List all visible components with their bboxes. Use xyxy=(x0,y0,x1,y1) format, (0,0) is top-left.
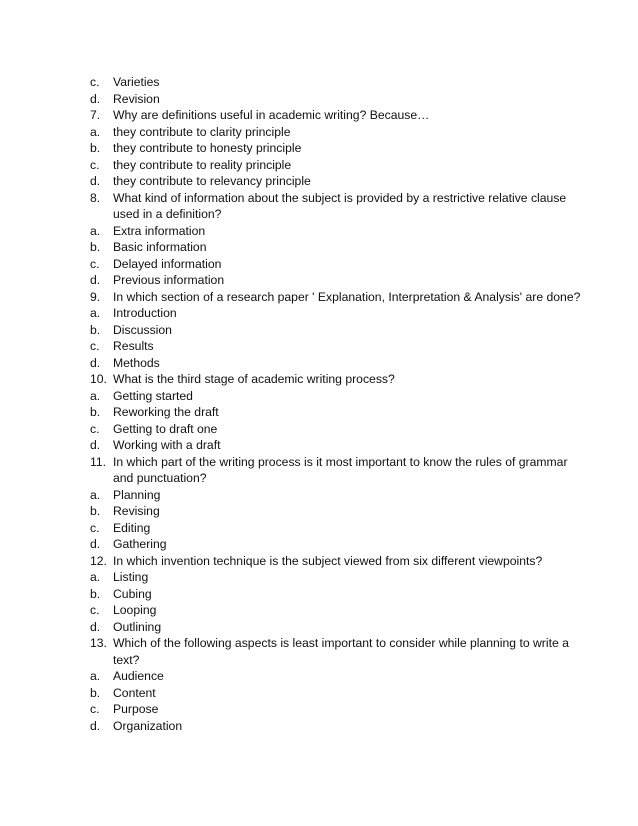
list-line xyxy=(90,355,570,372)
line-text: What is the third stage of academic writing process? xyxy=(113,372,395,386)
list-line xyxy=(90,305,570,322)
list-line xyxy=(90,371,570,388)
list-line-continuation xyxy=(90,652,570,669)
line-text: Extra information xyxy=(113,223,206,238)
list-line-continuation xyxy=(90,470,570,487)
line-text: Varieties xyxy=(113,75,160,89)
list-line xyxy=(90,487,570,504)
line-text: Planning xyxy=(113,487,161,502)
line-text: In which section of a research paper ' Explanation, Interpretation & Analysis' are done? xyxy=(113,289,581,304)
line-marker: d. xyxy=(90,355,101,370)
list-line-continuation xyxy=(90,206,570,223)
line-marker: c. xyxy=(90,339,100,353)
line-marker: d. xyxy=(90,619,101,634)
list-line xyxy=(90,635,570,652)
line-text: Results xyxy=(113,339,154,353)
list-line xyxy=(90,91,570,108)
line-marker: b. xyxy=(90,586,101,601)
line-text: and punctuation? xyxy=(113,471,207,485)
list-line xyxy=(90,190,570,207)
line-marker: d. xyxy=(90,273,101,287)
line-text: Why are definitions useful in academic writing? Because… xyxy=(113,108,430,122)
list-line xyxy=(90,718,570,735)
line-text: Delayed information xyxy=(113,256,222,271)
line-text: Listing xyxy=(113,570,149,584)
line-marker: c. xyxy=(90,603,100,617)
line-text: they contribute to relevancy principle xyxy=(113,174,311,188)
list-line xyxy=(90,338,570,355)
line-text: Content xyxy=(113,685,156,700)
line-marker: 11. xyxy=(90,454,107,469)
list-line xyxy=(90,223,570,240)
list-line xyxy=(90,619,570,636)
line-marker: c. xyxy=(90,256,100,271)
list-line xyxy=(90,520,570,537)
line-marker: 13. xyxy=(90,636,107,650)
line-marker: b. xyxy=(90,685,101,700)
line-text: Methods xyxy=(113,355,160,370)
list-line xyxy=(90,157,570,174)
list-line xyxy=(90,388,570,405)
question-list xyxy=(90,74,581,734)
list-line xyxy=(90,685,570,702)
line-text: they contribute to reality principle xyxy=(113,157,292,172)
list-line xyxy=(90,173,570,190)
line-marker: c. xyxy=(90,520,100,535)
line-marker: b. xyxy=(90,322,101,337)
line-text: Looping xyxy=(113,603,157,617)
line-marker: 12. xyxy=(90,553,107,568)
line-marker: d. xyxy=(90,438,101,452)
line-text: Revision xyxy=(113,91,160,106)
list-line xyxy=(90,701,570,718)
line-marker: a. xyxy=(90,124,101,139)
list-line xyxy=(90,107,570,124)
line-text: Gathering xyxy=(113,537,167,551)
line-text: Purpose xyxy=(113,702,159,716)
line-marker: a. xyxy=(90,669,101,683)
list-line xyxy=(90,140,570,157)
line-marker: a. xyxy=(90,223,101,238)
line-text: Working with a draft xyxy=(113,438,221,452)
line-text: In which invention technique is the subject viewed from six different viewpoints? xyxy=(113,553,543,568)
list-line xyxy=(90,602,570,619)
list-line xyxy=(90,74,570,91)
list-line xyxy=(90,239,570,256)
list-line xyxy=(90,553,570,570)
line-text: Getting to draft one xyxy=(113,421,218,436)
line-marker: c. xyxy=(90,75,100,89)
line-marker: d. xyxy=(90,174,101,188)
line-marker: b. xyxy=(90,405,101,419)
list-line xyxy=(90,536,570,553)
line-marker: d. xyxy=(90,91,101,106)
line-marker: a. xyxy=(90,306,101,320)
line-marker: 10. xyxy=(90,372,107,386)
line-text: Revising xyxy=(113,504,160,518)
list-line xyxy=(90,503,570,520)
list-line xyxy=(90,454,570,471)
line-marker: a. xyxy=(90,570,101,584)
line-marker: b. xyxy=(90,504,101,518)
line-text: Editing xyxy=(113,520,151,535)
list-line xyxy=(90,124,570,141)
line-marker: b. xyxy=(90,240,101,254)
line-text: text? xyxy=(113,652,140,667)
line-marker: b. xyxy=(90,141,101,155)
line-text: Discussion xyxy=(113,322,172,337)
line-marker: c. xyxy=(90,702,100,716)
list-line xyxy=(90,289,581,306)
line-marker: 8. xyxy=(90,190,101,205)
line-text: Previous information xyxy=(113,273,225,287)
list-line xyxy=(90,322,570,339)
line-text: they contribute to clarity principle xyxy=(113,124,291,139)
line-text: used in a definition? xyxy=(113,207,222,221)
line-marker: 7. xyxy=(90,108,101,122)
list-line xyxy=(90,569,570,586)
line-text: Reworking the draft xyxy=(113,405,219,419)
line-text: Getting started xyxy=(113,388,193,403)
list-line xyxy=(90,586,570,603)
line-marker: a. xyxy=(90,388,101,403)
line-marker: d. xyxy=(90,718,101,733)
list-line xyxy=(90,421,570,438)
line-text: Organization xyxy=(113,718,183,733)
line-text: What kind of information about the subject is provided by a restrictive relative clause xyxy=(113,190,567,205)
line-marker: c. xyxy=(90,157,100,172)
line-text: Basic information xyxy=(113,240,207,254)
line-text: they contribute to honesty principle xyxy=(113,141,302,155)
line-text: Outlining xyxy=(113,619,162,634)
list-line xyxy=(90,404,570,421)
list-line xyxy=(90,256,570,273)
line-marker: 9. xyxy=(90,289,101,304)
line-text: Audience xyxy=(113,669,164,683)
line-text: Cubing xyxy=(113,586,152,601)
list-line xyxy=(90,272,570,289)
list-line xyxy=(90,437,570,454)
line-text: Which of the following aspects is least important to consider while planning to write a xyxy=(113,636,569,650)
line-text: Introduction xyxy=(113,306,177,320)
line-marker: a. xyxy=(90,487,101,502)
list-line xyxy=(90,668,570,685)
line-text: In which part of the writing process is it most important to know the rules of grammar xyxy=(113,454,568,469)
line-marker: d. xyxy=(90,537,101,551)
line-marker: c. xyxy=(90,421,100,436)
